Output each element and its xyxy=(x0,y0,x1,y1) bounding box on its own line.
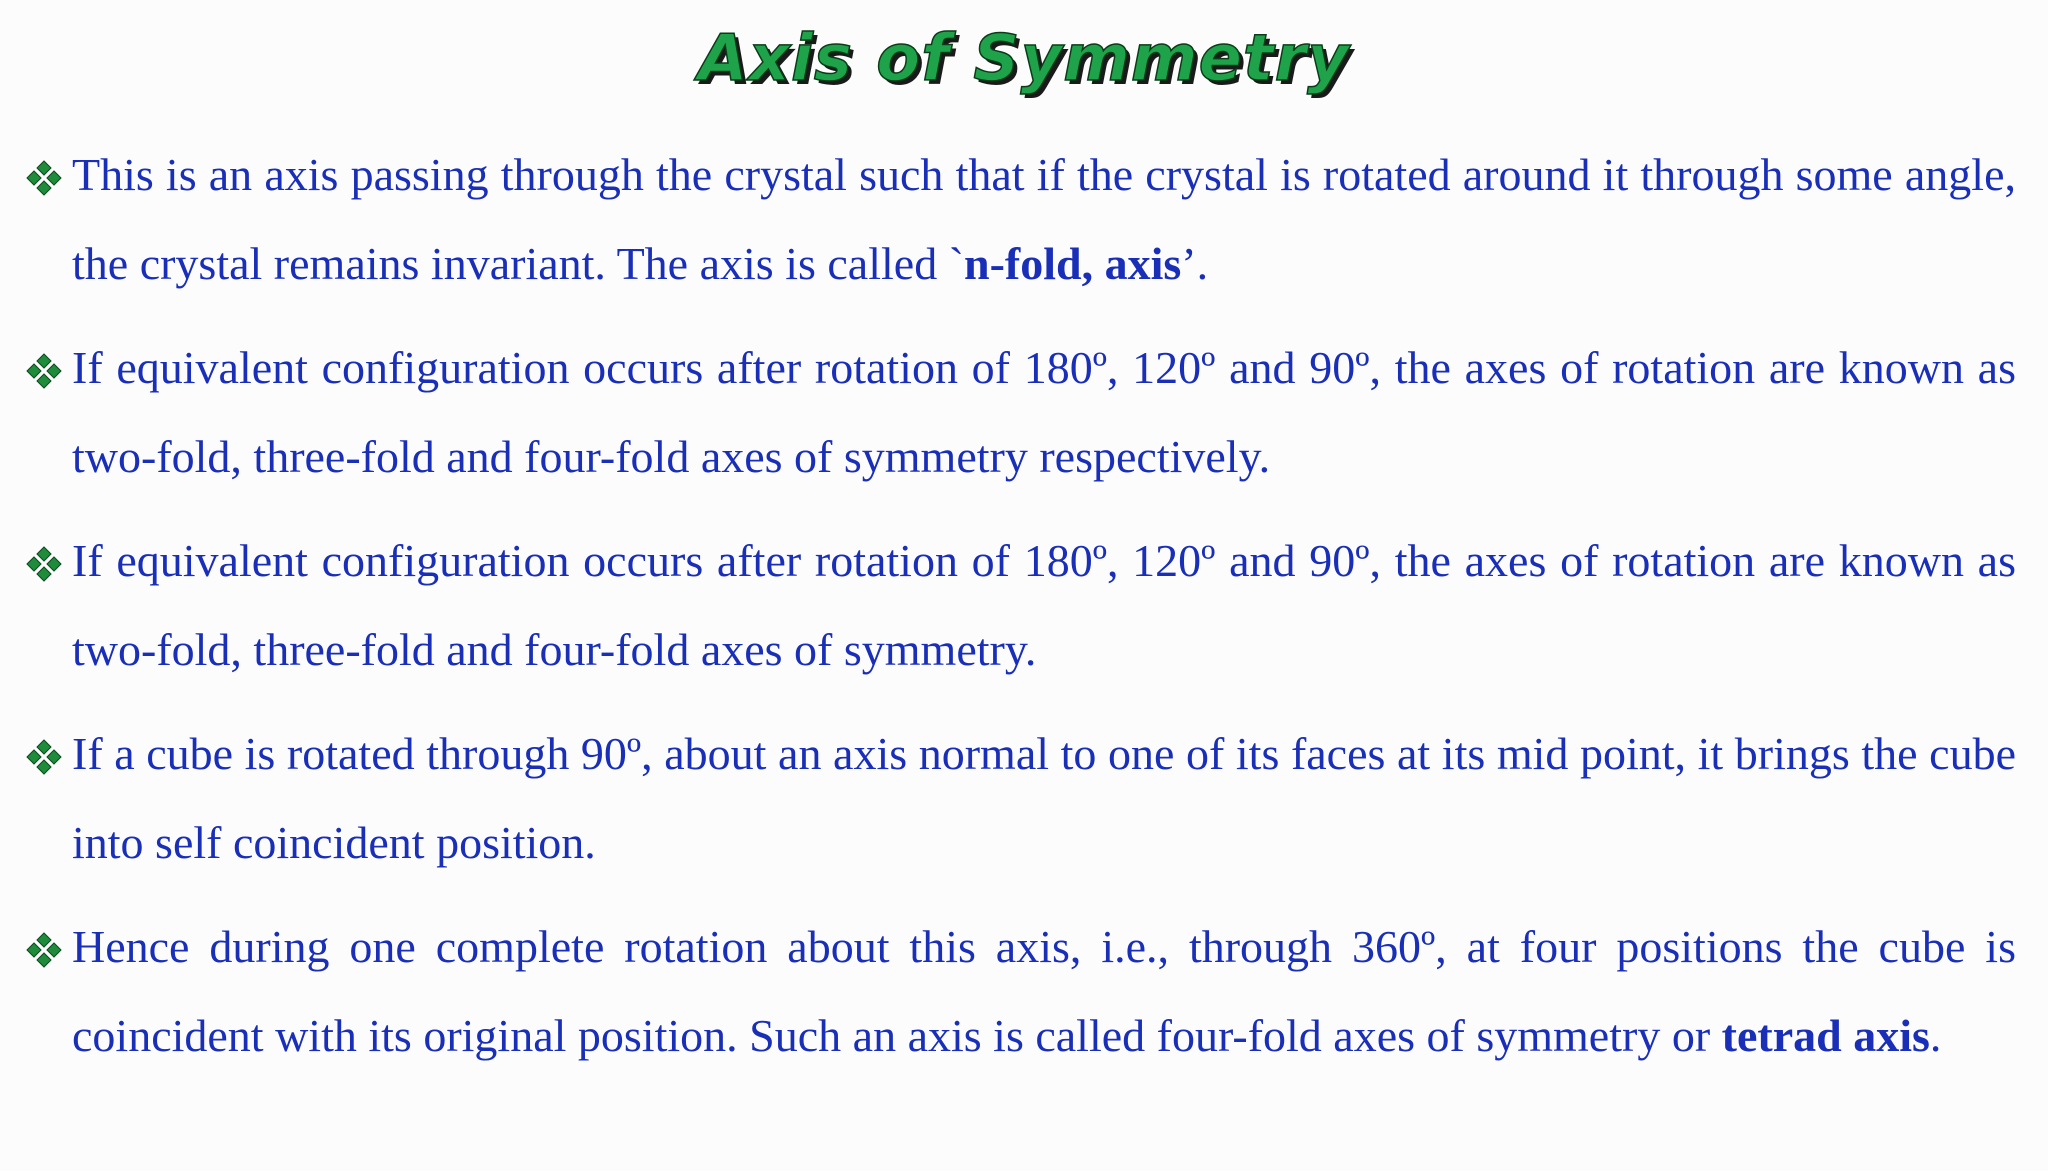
four-diamond-icon xyxy=(26,353,62,389)
bullet-text: If equivalent configuration occurs after rotation of 180º, 120º and 90º, the axes of rotation are known as two-fold, three-fold and four-fold axes of symmetry. xyxy=(72,535,2016,675)
bullet-text: Hence during one complete rotation about this axis, i.e., through 360º, at four positions the cube is coincident with its original position. Such an axis is called four-fold axes of symmetry or xyxy=(72,921,2016,1061)
four-diamond-icon xyxy=(26,932,62,968)
bullet-text: If a cube is rotated through 90º, about an axis normal to one of its faces at its mid point, it brings the cube into self coincident position. xyxy=(72,728,2016,868)
bullet-point xyxy=(72,902,2016,1080)
slide-title: Axis of Symmetry xyxy=(698,22,1350,96)
bullet-point xyxy=(72,516,2016,694)
bullet-bold-term: tetrad axis xyxy=(1721,1010,1930,1061)
bullet-point xyxy=(72,709,2016,887)
four-diamond-icon xyxy=(26,546,62,582)
bullet-text: If equivalent configuration occurs after rotation of 180º, 120º and 90º, the axes of rotation are known as two-fold, three-fold and four-fold axes of symmetry respectively. xyxy=(72,342,2016,482)
four-diamond-icon xyxy=(26,160,62,196)
bullet-text-end: ’. xyxy=(1181,238,1209,289)
bullet-text: This is an axis passing through the crystal such that if the crystal is rotated around it through some angle, the crystal remains invariant. The axis is called ` xyxy=(72,149,2016,289)
four-diamond-icon xyxy=(26,739,62,775)
bullet-point xyxy=(72,323,2016,501)
bullet-point xyxy=(72,130,2016,308)
bullet-text-end: . xyxy=(1929,1010,1942,1061)
bullet-bold-term: n-fold, axis xyxy=(964,238,1182,289)
